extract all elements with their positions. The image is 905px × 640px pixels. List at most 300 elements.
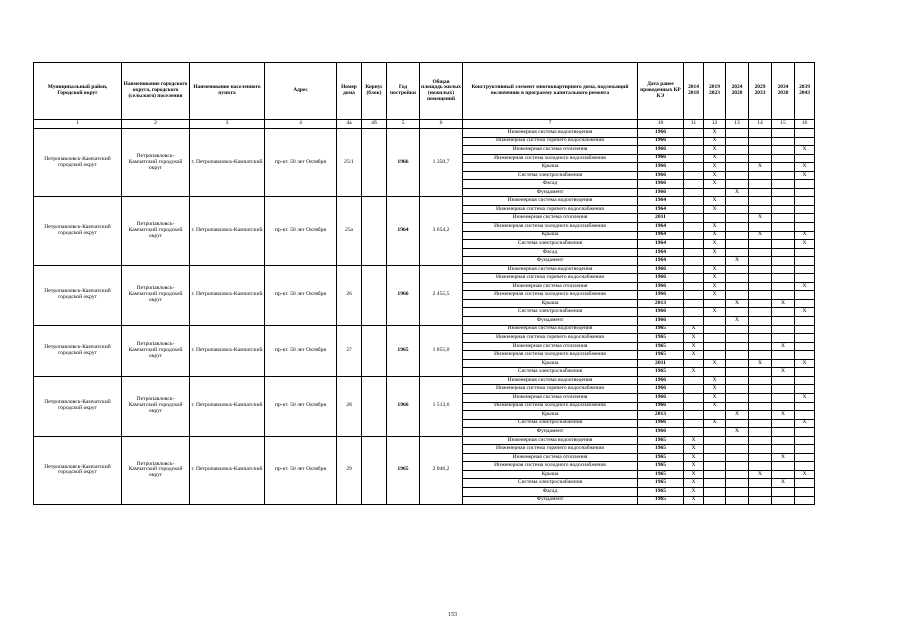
period-mark-cell: [749, 299, 772, 308]
element-name-cell: Фасад: [463, 248, 638, 257]
table-row: [34, 265, 815, 274]
year-built-cell: 1966: [387, 129, 420, 197]
area-cell: 2 455,5: [420, 265, 463, 325]
period-mark-cell: [772, 137, 795, 146]
period-mark-cell: [772, 402, 795, 411]
period-mark-cell: [749, 487, 772, 496]
period-mark-cell: [795, 496, 815, 505]
element-name-cell: Система электроснабжения: [463, 479, 638, 488]
house-number-cell: 29: [337, 436, 362, 504]
period-mark-cell: [795, 445, 815, 454]
block-cell: [362, 197, 387, 265]
district-cell: Петропавловск-Камчатский городской округ: [34, 436, 122, 504]
period-mark-cell: X: [795, 240, 815, 249]
period-mark-cell: [795, 342, 815, 351]
column-number: 6: [420, 120, 463, 129]
period-mark-cell: X: [726, 299, 749, 308]
period-mark-cell: [704, 462, 726, 471]
prev-repair-date-cell: 1965: [638, 487, 684, 496]
period-mark-cell: [749, 334, 772, 343]
period-mark-cell: [795, 180, 815, 189]
element-name-cell: Инженерная система отопления: [463, 453, 638, 462]
block-cell: [362, 265, 387, 325]
page-number: 153: [448, 612, 457, 618]
element-name-cell: Фасад: [463, 487, 638, 496]
period-mark-cell: [704, 299, 726, 308]
period-mark-cell: [795, 368, 815, 377]
period-mark-cell: X: [772, 299, 795, 308]
header-block: Корпус (блок): [362, 63, 387, 120]
period-mark-cell: [684, 180, 704, 189]
element-name-cell: Инженерная система водоотведения: [463, 436, 638, 445]
column-number: 15: [772, 120, 795, 129]
address-cell: пр-кт. 50 лет Октября: [265, 197, 337, 265]
header-settlement: Наименование городского округа, городского (сельского) поселения: [122, 63, 190, 120]
period-mark-cell: [772, 180, 795, 189]
period-mark-cell: [795, 248, 815, 257]
prev-repair-date-cell: 1966: [638, 163, 684, 172]
period-mark-cell: [684, 129, 704, 138]
locality-cell: г. Петропавловск-Камчатский: [190, 197, 265, 265]
year-built-cell: 1966: [387, 265, 420, 325]
period-mark-cell: [726, 265, 749, 274]
prev-repair-date-cell: 1966: [638, 402, 684, 411]
period-mark-cell: [772, 487, 795, 496]
period-mark-cell: [726, 129, 749, 138]
element-name-cell: Инженерная система водоотведения: [463, 129, 638, 138]
period-mark-cell: [726, 402, 749, 411]
area-cell: 1 855,0: [420, 325, 463, 376]
period-mark-cell: [684, 265, 704, 274]
period-mark-cell: [749, 282, 772, 291]
header-period-2014-2018: 2014 2018: [684, 63, 704, 120]
period-mark-cell: [749, 154, 772, 163]
period-mark-cell: [795, 205, 815, 214]
period-mark-cell: [772, 436, 795, 445]
year-built-cell: 1966: [387, 376, 420, 436]
prev-repair-date-cell: 1966: [638, 419, 684, 428]
address-cell: пр-кт. 50 лет Октября: [265, 129, 337, 197]
period-mark-cell: X: [704, 385, 726, 394]
element-name-cell: Инженерная система отопления: [463, 282, 638, 291]
period-mark-cell: [749, 385, 772, 394]
period-mark-cell: [726, 146, 749, 155]
period-mark-cell: X: [726, 188, 749, 197]
period-mark-cell: [795, 402, 815, 411]
period-mark-cell: [704, 351, 726, 360]
period-mark-cell: [772, 282, 795, 291]
area-cell: 3 654,2: [420, 197, 463, 265]
period-mark-cell: [726, 197, 749, 206]
house-number-cell: 25а: [337, 197, 362, 265]
period-mark-cell: X: [704, 419, 726, 428]
element-name-cell: Фундамент: [463, 257, 638, 266]
prev-repair-date-cell: 1965: [638, 342, 684, 351]
prev-repair-date-cell: 1965: [638, 496, 684, 505]
element-name-cell: Инженерная система холодного водоснабжения: [463, 154, 638, 163]
prev-repair-date-cell: 1964: [638, 205, 684, 214]
prev-repair-date-cell: 1965: [638, 470, 684, 479]
period-mark-cell: [749, 325, 772, 334]
prev-repair-date-cell: 2011: [638, 359, 684, 368]
element-name-cell: Система электроснабжения: [463, 308, 638, 317]
period-mark-cell: [684, 231, 704, 240]
period-mark-cell: [726, 154, 749, 163]
house-number-cell: 26: [337, 265, 362, 325]
settlement-cell: Петропавловск-Камчатский городской округ: [122, 376, 190, 436]
element-name-cell: Инженерная система водоотведения: [463, 197, 638, 206]
period-mark-cell: [795, 154, 815, 163]
period-mark-cell: [772, 496, 795, 505]
period-mark-cell: [704, 411, 726, 420]
period-mark-cell: X: [704, 154, 726, 163]
period-mark-cell: [795, 428, 815, 437]
period-mark-cell: [749, 240, 772, 249]
column-number: 13: [726, 120, 749, 129]
period-mark-cell: [772, 257, 795, 266]
period-mark-cell: [726, 445, 749, 454]
header-period-2019-2023: 2019 2023: [704, 63, 726, 120]
period-mark-cell: [795, 188, 815, 197]
address-cell: пр-кт. 50 лет Октября: [265, 376, 337, 436]
period-mark-cell: [795, 223, 815, 232]
period-mark-cell: [795, 385, 815, 394]
period-mark-cell: [684, 308, 704, 317]
prev-repair-date-cell: 1966: [638, 393, 684, 402]
prev-repair-date-cell: 1965: [638, 368, 684, 377]
period-mark-cell: [704, 487, 726, 496]
period-mark-cell: [726, 385, 749, 394]
period-mark-cell: [795, 299, 815, 308]
period-mark-cell: [726, 248, 749, 257]
header-row: [34, 63, 815, 120]
column-number-row: [34, 120, 815, 129]
period-mark-cell: [726, 171, 749, 180]
locality-cell: г. Петропавловск-Камчатский: [190, 129, 265, 197]
period-mark-cell: X: [704, 282, 726, 291]
period-mark-cell: [749, 368, 772, 377]
period-mark-cell: [795, 376, 815, 385]
prev-repair-date-cell: 1965: [638, 453, 684, 462]
prev-repair-date-cell: 1965: [638, 436, 684, 445]
period-mark-cell: [749, 317, 772, 326]
period-mark-cell: [726, 214, 749, 223]
period-mark-cell: X: [704, 129, 726, 138]
period-mark-cell: [772, 334, 795, 343]
period-mark-cell: [749, 342, 772, 351]
table-row: [34, 376, 815, 385]
period-mark-cell: [795, 214, 815, 223]
element-name-cell: Крыша: [463, 163, 638, 172]
period-mark-cell: [704, 325, 726, 334]
header-element: Конструктивный элемент многоквартирного дома, подлежащий включению в программу капитального ремонта: [463, 63, 638, 120]
period-mark-cell: [726, 223, 749, 232]
house-number-cell: 28: [337, 376, 362, 436]
period-mark-cell: X: [726, 428, 749, 437]
header-locality: Наименование населенного пункта: [190, 63, 265, 120]
period-mark-cell: X: [772, 479, 795, 488]
period-mark-cell: [772, 317, 795, 326]
header-district: Муниципальный район, Городской округ: [34, 63, 122, 120]
area-cell: 2 046,2: [420, 436, 463, 504]
year-built-cell: 1965: [387, 325, 420, 376]
period-mark-cell: [749, 265, 772, 274]
period-mark-cell: [704, 334, 726, 343]
period-mark-cell: [726, 496, 749, 505]
prev-repair-date-cell: 1964: [638, 240, 684, 249]
period-mark-cell: X: [749, 231, 772, 240]
prev-repair-date-cell: 1966: [638, 188, 684, 197]
period-mark-cell: [684, 205, 704, 214]
period-mark-cell: [749, 376, 772, 385]
period-mark-cell: [795, 197, 815, 206]
period-mark-cell: [772, 214, 795, 223]
prev-repair-date-cell: 1966: [638, 265, 684, 274]
period-mark-cell: [749, 129, 772, 138]
period-mark-cell: [772, 265, 795, 274]
period-mark-cell: X: [704, 248, 726, 257]
period-mark-cell: [684, 154, 704, 163]
period-mark-cell: [772, 188, 795, 197]
header-year-built: Год постройки: [387, 63, 420, 120]
period-mark-cell: [772, 376, 795, 385]
period-mark-cell: [772, 462, 795, 471]
settlement-cell: Петропавловск-Камчатский городской округ: [122, 197, 190, 265]
column-number: 16: [795, 120, 815, 129]
period-mark-cell: [684, 146, 704, 155]
header-address: Адрес: [265, 63, 337, 120]
column-number: 5: [387, 120, 420, 129]
period-mark-cell: [704, 479, 726, 488]
year-built-cell: 1964: [387, 197, 420, 265]
block-cell: [362, 129, 387, 197]
period-mark-cell: [726, 274, 749, 283]
element-name-cell: Инженерная система водоотведения: [463, 325, 638, 334]
period-mark-cell: X: [684, 351, 704, 360]
element-name-cell: Инженерная система водоотведения: [463, 376, 638, 385]
period-mark-cell: [749, 146, 772, 155]
period-mark-cell: [749, 496, 772, 505]
block-cell: [362, 376, 387, 436]
period-mark-cell: [726, 163, 749, 172]
period-mark-cell: X: [704, 146, 726, 155]
year-built-cell: 1965: [387, 436, 420, 504]
header-period-2024-2028: 2024 2028: [726, 63, 749, 120]
period-mark-cell: [726, 376, 749, 385]
header-period-2034-2038: 2034 2038: [772, 63, 795, 120]
period-mark-cell: [704, 214, 726, 223]
period-mark-cell: [726, 205, 749, 214]
period-mark-cell: [772, 240, 795, 249]
period-mark-cell: X: [726, 257, 749, 266]
area-cell: 1 350,7: [420, 129, 463, 197]
locality-cell: г. Петропавловск-Камчатский: [190, 265, 265, 325]
period-mark-cell: X: [704, 308, 726, 317]
period-mark-cell: X: [704, 291, 726, 300]
prev-repair-date-cell: 2013: [638, 299, 684, 308]
period-mark-cell: [772, 223, 795, 232]
element-name-cell: Инженерная система горячего водоснабжения: [463, 205, 638, 214]
period-mark-cell: [684, 402, 704, 411]
period-mark-cell: [795, 291, 815, 300]
period-mark-cell: X: [704, 231, 726, 240]
table-row: [34, 436, 815, 445]
period-mark-cell: X: [795, 146, 815, 155]
element-name-cell: Система электроснабжения: [463, 171, 638, 180]
period-mark-cell: [704, 496, 726, 505]
house-number-cell: 25/1: [337, 129, 362, 197]
period-mark-cell: [684, 274, 704, 283]
period-mark-cell: [795, 487, 815, 496]
period-mark-cell: [749, 248, 772, 257]
period-mark-cell: [749, 351, 772, 360]
period-mark-cell: [684, 197, 704, 206]
period-mark-cell: X: [684, 445, 704, 454]
prev-repair-date-cell: 1966: [638, 274, 684, 283]
period-mark-cell: [749, 205, 772, 214]
period-mark-cell: [726, 342, 749, 351]
element-name-cell: Система электроснабжения: [463, 368, 638, 377]
element-name-cell: Инженерная система горячего водоснабжения: [463, 445, 638, 454]
period-mark-cell: [749, 137, 772, 146]
period-mark-cell: [704, 436, 726, 445]
period-mark-cell: [795, 411, 815, 420]
period-mark-cell: [684, 282, 704, 291]
period-mark-cell: [772, 146, 795, 155]
prev-repair-date-cell: 2011: [638, 214, 684, 223]
period-mark-cell: [684, 376, 704, 385]
period-mark-cell: [749, 453, 772, 462]
period-mark-cell: [726, 453, 749, 462]
column-number: 12: [704, 120, 726, 129]
period-mark-cell: X: [795, 282, 815, 291]
period-mark-cell: [795, 462, 815, 471]
period-mark-cell: X: [684, 470, 704, 479]
element-name-cell: Инженерная система холодного водоснабжения: [463, 351, 638, 360]
period-mark-cell: [726, 393, 749, 402]
column-number: 4: [265, 120, 337, 129]
period-mark-cell: [749, 188, 772, 197]
locality-cell: г. Петропавловск-Камчатский: [190, 436, 265, 504]
element-name-cell: Инженерная система водоотведения: [463, 265, 638, 274]
period-mark-cell: X: [772, 342, 795, 351]
period-mark-cell: [684, 299, 704, 308]
period-mark-cell: [684, 188, 704, 197]
table-row: [34, 197, 815, 206]
period-mark-cell: X: [684, 479, 704, 488]
period-mark-cell: [726, 351, 749, 360]
element-name-cell: Инженерная система холодного водоснабжения: [463, 462, 638, 471]
period-mark-cell: [684, 223, 704, 232]
period-mark-cell: [749, 402, 772, 411]
block-cell: [362, 436, 387, 504]
prev-repair-date-cell: 1964: [638, 248, 684, 257]
period-mark-cell: [772, 197, 795, 206]
column-number: 11: [684, 120, 704, 129]
period-mark-cell: [726, 359, 749, 368]
prev-repair-date-cell: 1964: [638, 197, 684, 206]
period-mark-cell: [704, 470, 726, 479]
period-mark-cell: [749, 223, 772, 232]
settlement-cell: Петропавловск-Камчатский городской округ: [122, 265, 190, 325]
period-mark-cell: [684, 257, 704, 266]
element-name-cell: Фундамент: [463, 496, 638, 505]
column-number: 4а: [337, 120, 362, 129]
period-mark-cell: X: [684, 436, 704, 445]
period-mark-cell: [704, 317, 726, 326]
period-mark-cell: [795, 317, 815, 326]
prev-repair-date-cell: 1966: [638, 376, 684, 385]
period-mark-cell: [772, 419, 795, 428]
period-mark-cell: X: [704, 163, 726, 172]
period-mark-cell: X: [704, 402, 726, 411]
locality-cell: г. Петропавловск-Камчатский: [190, 325, 265, 376]
element-name-cell: Фундамент: [463, 428, 638, 437]
period-mark-cell: [684, 411, 704, 420]
element-name-cell: Инженерная система холодного водоснабжения: [463, 402, 638, 411]
period-mark-cell: [704, 445, 726, 454]
period-mark-cell: [726, 470, 749, 479]
period-mark-cell: [795, 334, 815, 343]
period-mark-cell: X: [795, 163, 815, 172]
column-number: 10: [638, 120, 684, 129]
period-mark-cell: [684, 291, 704, 300]
element-name-cell: Крыша: [463, 231, 638, 240]
period-mark-cell: [795, 129, 815, 138]
period-mark-cell: [684, 137, 704, 146]
period-mark-cell: [684, 240, 704, 249]
header-prev-repair-date: Дата ранее проведенных КР КЭ: [638, 63, 684, 120]
period-mark-cell: X: [704, 376, 726, 385]
period-mark-cell: [795, 265, 815, 274]
period-mark-cell: [704, 368, 726, 377]
period-mark-cell: [749, 479, 772, 488]
header-period-2029-2033: 2029 2033: [749, 63, 772, 120]
period-mark-cell: X: [684, 496, 704, 505]
element-name-cell: Инженерная система отопления: [463, 393, 638, 402]
period-mark-cell: [749, 411, 772, 420]
element-name-cell: Фасад: [463, 180, 638, 189]
period-mark-cell: [772, 351, 795, 360]
period-mark-cell: [772, 470, 795, 479]
element-name-cell: Инженерная система отопления: [463, 342, 638, 351]
block-cell: [362, 325, 387, 376]
element-name-cell: Инженерная система горячего водоснабжения: [463, 274, 638, 283]
period-mark-cell: X: [795, 308, 815, 317]
address-cell: пр-кт. 50 лет Октября: [265, 325, 337, 376]
period-mark-cell: [684, 359, 704, 368]
period-mark-cell: [684, 163, 704, 172]
period-mark-cell: [726, 325, 749, 334]
prev-repair-date-cell: 1964: [638, 223, 684, 232]
period-mark-cell: X: [726, 411, 749, 420]
prev-repair-date-cell: 1965: [638, 462, 684, 471]
period-mark-cell: [772, 393, 795, 402]
prev-repair-date-cell: 1965: [638, 445, 684, 454]
period-mark-cell: [684, 393, 704, 402]
period-mark-cell: X: [704, 180, 726, 189]
period-mark-cell: [726, 436, 749, 445]
period-mark-cell: [772, 274, 795, 283]
element-name-cell: Система электроснабжения: [463, 419, 638, 428]
prev-repair-date-cell: 1966: [638, 428, 684, 437]
prev-repair-date-cell: 1966: [638, 146, 684, 155]
period-mark-cell: [684, 214, 704, 223]
period-mark-cell: [749, 257, 772, 266]
period-mark-cell: [795, 479, 815, 488]
period-mark-cell: [726, 180, 749, 189]
period-mark-cell: [795, 257, 815, 266]
